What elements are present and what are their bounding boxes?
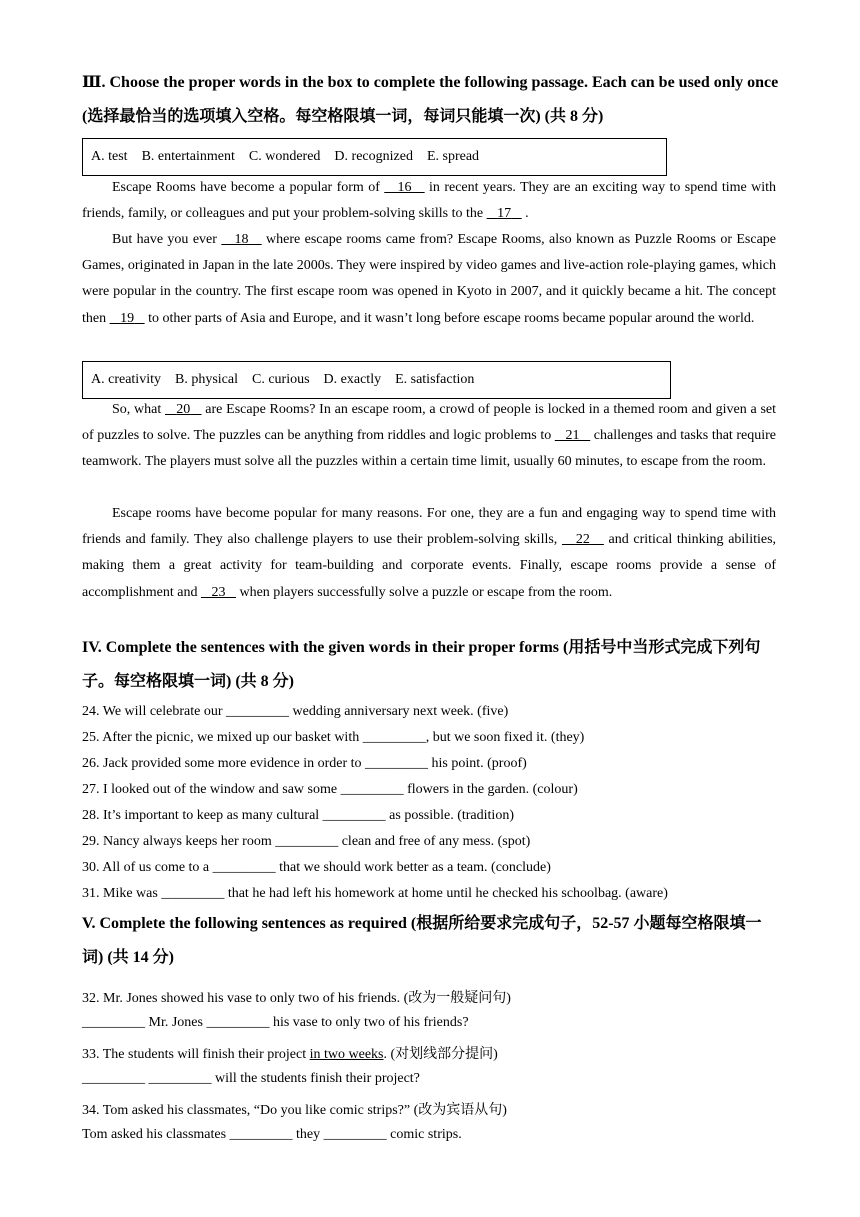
question-34-answer-line: Tom asked his classmates _________ they _________ comic strips.	[82, 1127, 462, 1142]
exercise-item-28: 28. It’s important to keep as many cultural _________ as possible. (tradition)	[82, 808, 514, 823]
word-option: B. physical	[174, 372, 238, 387]
question-33	[82, 1043, 498, 1063]
text: Escape rooms have become popular for many reasons. For one, they are a fun and engaging way to spend time with friends and family. They also challenge players to use their problem-solving skills,	[82, 506, 776, 548]
question-34: 34. Tom asked his classmates, “Do you like comic strips?” (改为宾语从句)	[82, 1103, 507, 1118]
text: .	[521, 206, 529, 222]
word-option: D. recognized	[334, 149, 413, 164]
passage-paragraph-4	[82, 501, 776, 606]
word-option: C. wondered	[248, 149, 321, 164]
text: are Escape Rooms? In an escape room, a crowd of people is locked in a themed room and given a set of puzzles to solve. The puzzles can be anything from riddles and logic problems to	[82, 402, 777, 444]
word-option: A. creativity	[91, 372, 161, 387]
blank-17: 17	[497, 206, 512, 222]
exercise-item-30: 30. All of us come to a _________ that we should work better as a team. (conclude)	[82, 860, 551, 875]
passage-paragraph-3	[82, 397, 776, 476]
exercise-item-25: 25. After the picnic, we mixed up our basket with _________, but we soon fixed it. (they)	[82, 730, 585, 745]
text: where escape rooms came from? Escape Rooms, also known as Puzzle Rooms or Escape Games, originated in Japan in the late 2000s. They were inspired by video games and live-action role-playing games, which were popular in the country. The first escape room was opened in Kyoto in 2007, and it quickly became a hit. The concept then	[82, 232, 777, 326]
section4-heading: IV. Complete the sentences with the given words in their proper forms (用括号中当形式完成下列句子。每空格限填一词) (共 8 分)	[82, 639, 761, 690]
word-box-2	[82, 361, 671, 399]
blank-19: 19	[120, 310, 135, 326]
text: and critical thinking abilities, making them a great activity for team-building and corporate events. Finally, escape rooms provide a sense of accomplishment and	[82, 532, 777, 600]
exercise-item-31: 31. Mike was _________ that he had left his homework at home until he checked his schoolbag. (aware)	[82, 886, 668, 901]
question-32-answer-line: _________ Mr. Jones _________ his vase to only two of his friends?	[82, 1015, 469, 1030]
word-option: C. curious	[251, 372, 310, 387]
text: challenges and tasks that require teamwork. The players must solve all the puzzles within a certain time limit, usually 60 minutes, to escape from the room.	[82, 428, 777, 470]
text: . (对划线部分提问)	[383, 1047, 498, 1062]
text: when players successfully solve a puzzle or escape from the room.	[235, 584, 613, 600]
word-box-1	[82, 138, 667, 176]
section3-heading: Ⅲ. Choose the proper words in the box to complete the following passage. Each can be used only once (选择最恰当的选项填入空格。每空格限填一词，每词只能填一次) (共 8 分)	[82, 74, 779, 125]
exercise-item-27: 27. I looked out of the window and saw some _________ flowers in the garden. (colour)	[82, 782, 578, 797]
question-32: 32. Mr. Jones showed his vase to only two of his friends. (改为一般疑问句)	[82, 991, 511, 1006]
exercise-item-24: 24. We will celebrate our _________ wedding anniversary next week. (five)	[82, 704, 509, 719]
exercise-item-26: 26. Jack provided some more evidence in order to _________ his point. (proof)	[82, 756, 527, 771]
blank-23: 23	[211, 584, 226, 600]
passage-paragraph-2	[82, 227, 776, 332]
passage-paragraph-1	[82, 175, 776, 227]
blank-16: 16	[397, 180, 412, 195]
blank-21: 21	[565, 428, 580, 444]
word-option: B. entertainment	[141, 149, 235, 164]
question-33-answer-line: _________ _________ will the students finish their project?	[82, 1071, 420, 1086]
section5-heading: V. Complete the following sentences as required (根据所给要求完成句子，52-57 小题每空格限填一词) (共 14 分)	[82, 915, 762, 966]
text: Escape Rooms have become a popular form of	[112, 180, 385, 195]
word-option: D. exactly	[323, 372, 382, 387]
exercise-item-29: 29. Nancy always keeps her room _________ clean and free of any mess. (spot)	[82, 834, 531, 849]
blank-20: 20	[176, 402, 191, 417]
blank-22: 22	[575, 532, 590, 548]
underlined-phrase: in two weeks	[309, 1047, 384, 1062]
text: in recent years. They are an exciting way to spend time with friends, family, or colleagues and put your problem-solving skills to the	[82, 180, 777, 222]
word-option: E. satisfaction	[395, 372, 475, 387]
blank-18: 18	[234, 232, 249, 247]
text: 33. The students will finish their project	[82, 1047, 310, 1062]
text: to other parts of Asia and Europe, and it wasn’t long before escape rooms became popular around the world.	[144, 310, 755, 326]
text: So, what	[112, 402, 166, 417]
word-option: A. test	[91, 149, 128, 164]
text: But have you ever	[112, 232, 222, 247]
word-option: E. spread	[426, 149, 480, 164]
